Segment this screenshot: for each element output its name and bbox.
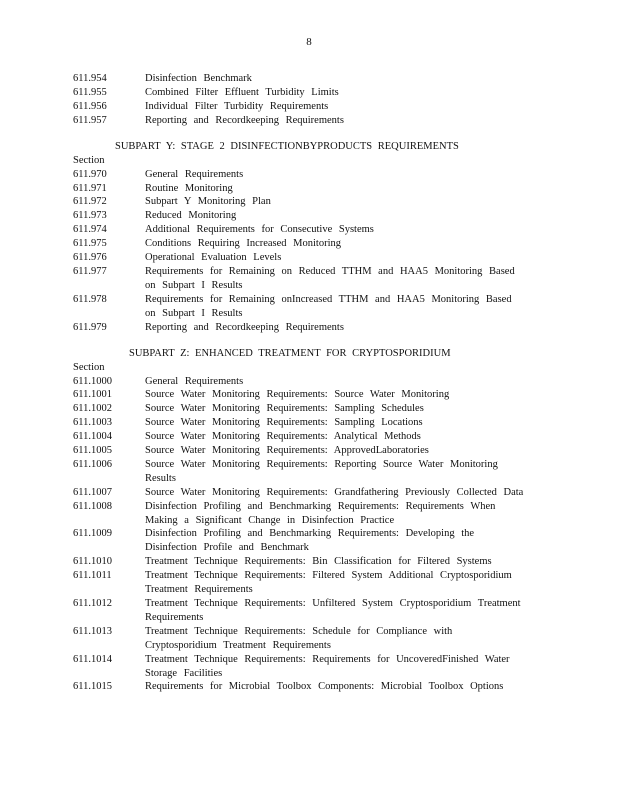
- section-entry: [73, 168, 528, 182]
- section-entry: [73, 458, 528, 486]
- table-of-contents: [73, 72, 528, 694]
- section-number: 611.972: [73, 196, 107, 208]
- section-entry: [73, 237, 528, 251]
- section-entry: [73, 555, 528, 569]
- subpart-z-heading: SUBPART Z: ENHANCED TREATMENT FOR CRYPTOSPORIDIUM: [129, 347, 451, 359]
- section-number: 611.1008: [73, 500, 112, 512]
- section-number: 611.1012: [73, 598, 112, 609]
- section-title: Subpart Y Monitoring Plan: [145, 196, 271, 208]
- section-number: 611.954: [73, 73, 107, 84]
- section-entry: [73, 265, 528, 293]
- section-entry: [73, 100, 528, 114]
- section-entry: [73, 597, 528, 625]
- section-title: Treatment Technique Requirements: Schedule for Compliance with Cryptosporidium Treatment Requirements: [145, 625, 453, 651]
- section-title: Disinfection Profiling and Benchmarking Requirements: Developing the Disinfection Profile and Benchmark: [145, 528, 475, 554]
- section-title: Disinfection Profiling and Benchmarking Requirements: Requirements When Making a Significant Change in Disinfection Practice: [145, 500, 496, 526]
- section-title: Treatment Technique Requirements: Bin Classification for Filtered Systems: [145, 556, 492, 568]
- section-entry: [73, 416, 528, 430]
- section-number: 611.1011: [73, 570, 112, 582]
- section-entry: [73, 72, 528, 86]
- section-title: Requirements for Microbial Toolbox Components: Microbial Toolbox Options: [145, 681, 504, 693]
- section-entry: [73, 223, 528, 237]
- section-number: 611.1007: [73, 486, 112, 498]
- section-title: Conditions Requiring Increased Monitoring: [145, 238, 342, 250]
- section-title: Additional Requirements for Consecutive Systems: [145, 224, 374, 236]
- section-number: 611.974: [73, 224, 107, 236]
- section-number: 611.1001: [73, 389, 112, 401]
- section-number: 611.1009: [73, 528, 112, 540]
- section-number: 611.956: [73, 100, 107, 112]
- section-entry: [73, 569, 528, 597]
- section-list-group1: [73, 72, 528, 128]
- section-title: Treatment Technique Requirements: Requirements for UncoveredFinished Water Storage Facilities: [145, 653, 510, 679]
- section-entry: [73, 430, 528, 444]
- section-label-z: Section: [73, 361, 105, 373]
- section-title: Source Water Monitoring Requirements: Sampling Locations: [145, 417, 423, 429]
- section-entry: [73, 680, 528, 694]
- section-number: 611.1004: [73, 431, 112, 443]
- section-title: Reporting and Recordkeeping Requirements: [145, 321, 344, 333]
- section-title: Requirements for Remaining on Reduced TTHM and HAA5 Monitoring Based on Subpart I Results: [145, 265, 515, 291]
- section-entry: [73, 86, 528, 100]
- section-number: 611.957: [73, 114, 107, 126]
- section-entry: [73, 625, 528, 653]
- section-label-y: Section: [73, 154, 105, 166]
- section-entry: [73, 527, 528, 555]
- section-number: 611.977: [73, 265, 107, 277]
- section-number: 611.973: [73, 210, 107, 222]
- section-entry: [73, 500, 528, 528]
- section-entry: [73, 388, 528, 402]
- section-number: 611.955: [73, 86, 107, 98]
- section-list-subpart-z: [73, 375, 528, 695]
- section-entry: [73, 195, 528, 209]
- section-number: 611.1013: [73, 625, 112, 637]
- section-number: 611.978: [73, 293, 107, 305]
- section-title: Combined Filter Effluent Turbidity Limits: [145, 86, 339, 98]
- section-entry: [73, 114, 528, 128]
- section-title: Source Water Monitoring Requirements: ApprovedLaboratories: [145, 445, 429, 457]
- section-number: 611.976: [73, 252, 107, 264]
- subpart-y-heading: SUBPART Y: STAGE 2 DISINFECTIONBYPRODUCTS REQUIREMENTS: [115, 140, 459, 152]
- section-title: Source Water Monitoring Requirements: Source Water Monitoring: [145, 389, 450, 401]
- section-title: General Requirements: [145, 375, 244, 387]
- section-title: Routine Monitoring: [145, 182, 233, 194]
- section-title: Source Water Monitoring Requirements: Reporting Source Water Monitoring Results: [145, 458, 498, 484]
- section-entry: [73, 402, 528, 416]
- section-title: Source Water Monitoring Requirements: Analytical Methods: [145, 431, 421, 443]
- section-list-subpart-y: [73, 168, 528, 335]
- section-number: 611.975: [73, 238, 107, 250]
- section-entry: [73, 293, 528, 321]
- section-entry: [73, 182, 528, 196]
- section-number: 611.1003: [73, 417, 112, 429]
- section-number: 611.1010: [73, 556, 112, 568]
- section-number: 611.1005: [73, 445, 112, 457]
- section-entry: [73, 209, 528, 223]
- section-number: 611.1000: [73, 375, 112, 387]
- section-title: Requirements for Remaining onIncreased TTHM and HAA5 Monitoring Based on Subpart I Results: [145, 293, 512, 319]
- section-entry: [73, 486, 528, 500]
- section-title: Reduced Monitoring: [145, 210, 237, 222]
- section-title: Treatment Technique Requirements: Unfiltered System Cryptosporidium Treatment Requirements: [145, 598, 521, 623]
- section-title: Source Water Monitoring Requirements: Grandfathering Previously Collected Data: [145, 486, 524, 498]
- section-number: 611.979: [73, 321, 107, 333]
- section-entry: [73, 444, 528, 458]
- section-number: 611.1014: [73, 653, 112, 665]
- section-entry: [73, 321, 528, 335]
- section-title: Source Water Monitoring Requirements: Sampling Schedules: [145, 403, 424, 415]
- section-title: Treatment Technique Requirements: Filtered System Additional Cryptosporidium Treatment Requirements: [145, 570, 512, 596]
- section-title: Operational Evaluation Levels: [145, 252, 282, 264]
- section-entry: [73, 375, 528, 389]
- section-number: 611.970: [73, 168, 107, 180]
- section-number: 611.971: [73, 182, 107, 194]
- section-entry: [73, 251, 528, 265]
- section-title: Disinfection Benchmark: [145, 73, 252, 84]
- section-entry: [73, 653, 528, 681]
- section-number: 611.1002: [73, 403, 112, 415]
- section-number: 611.1015: [73, 681, 112, 693]
- section-title: Individual Filter Turbidity Requirements: [145, 100, 329, 112]
- section-title: General Requirements: [145, 168, 244, 180]
- section-title: Reporting and Recordkeeping Requirements: [145, 114, 344, 126]
- page-number: 8: [306, 36, 312, 48]
- section-number: 611.1006: [73, 458, 112, 470]
